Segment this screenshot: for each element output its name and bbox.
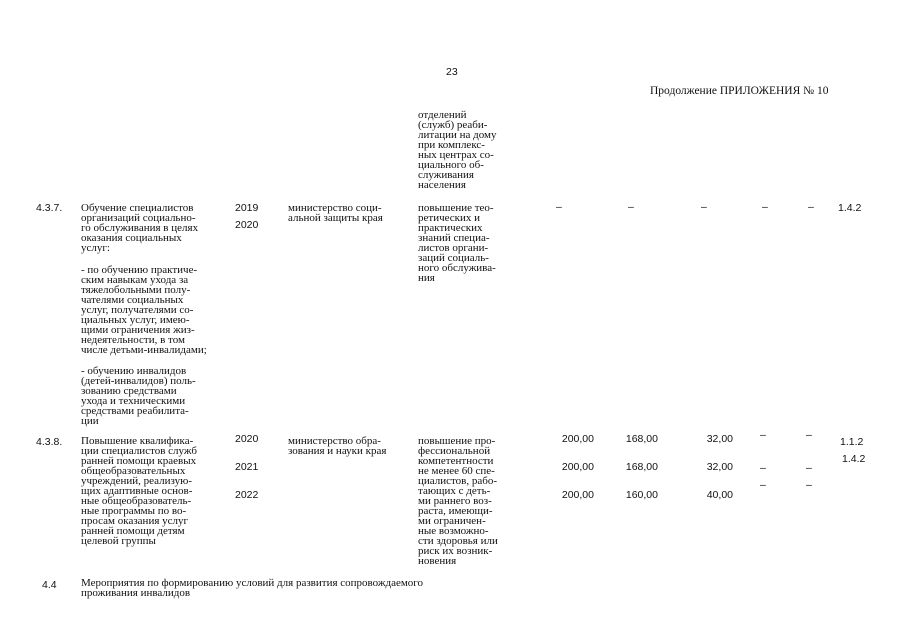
row-value: – [808,201,814,213]
row-value: – [806,479,812,491]
row-name: Повышение квалифика- ции специалистов служб ранней помощи краевых общеобразовательных учреждений, реализую- щих адаптивные основ- ные общеобразователь- ные программы по во- просам оказания услуг ранней помощи детям целевой группы [81,435,197,547]
row-subitem: - обучению инвалидов (детей-инвалидов) поль- зованию средствами ухода и техническими средствами реабилита- ции [81,365,196,427]
row-value: 168,00 [625,461,658,473]
section-number: 4.4 [42,579,57,591]
row-value: – [806,462,812,474]
row-value: 40,00 [706,489,733,501]
row-value: – [760,479,766,491]
row-value: – [760,462,766,474]
row-result: повышение тео- ретических и практических знаний специа- листов органи- заций социаль- ного обслужива- ния [418,202,496,284]
row-code: 1.4.2 [842,453,866,465]
row-value: – [701,201,707,213]
row-value: 200,00 [561,489,594,501]
row-value: – [806,429,812,441]
row-value: 200,00 [561,433,594,445]
row-year: 2021 [235,461,259,473]
row-number: 4.3.8. [36,436,63,448]
row-value: 32,00 [706,433,733,445]
row-value: – [628,201,634,213]
page-number: 23 [446,66,458,78]
row-value: 168,00 [625,433,658,445]
row-subitem: - по обучению практиче- ским навыкам ухода за тяжелобольными полу- чателями социальных услуг, получателями со- циальных услуг, имею- щими ограничения жиз- недеятельности, в том числе детьми-инвалидами; [81,264,207,356]
section-title: Мероприятия по формированию условий для развития сопровождаемого проживания инвалидов [81,577,424,599]
row-year: 2020 [235,433,259,445]
row-year: 2022 [235,489,259,501]
row-year: 2019 [235,202,259,214]
row-value: 200,00 [561,461,594,473]
row-value: 32,00 [706,461,733,473]
row-value: – [556,201,562,213]
row-number: 4.3.7. [36,202,63,214]
top-fragment-result: отделений (служб) реаби- литации на дому при комплекс- ных центрах со- циального об- служивания населения [418,109,497,191]
row-name: Обучение специалистов организаций социально- го обслуживания в целях оказания социальных услуг: [81,202,199,254]
row-code: 1.4.2 [838,202,862,214]
row-code: 1.1.2 [840,436,864,448]
row-result: повышение про- фессиональной компетентности не менее 60 спе- циалистов, рабо- тающих с деть- ми раннего воз- раста, имеющи- ми ограничен- ные возможно- сти здоровья или риск их возник- новения [418,435,498,567]
row-year: 2020 [235,219,259,231]
row-value: 160,00 [625,489,658,501]
row-executor: министерство обра- зования и науки края [288,435,387,457]
row-value: – [762,201,768,213]
continuation-title: Продолжение ПРИЛОЖЕНИЯ № 10 [650,85,829,97]
row-executor: министерство соци- альной защиты края [288,202,383,224]
row-value: – [760,429,766,441]
